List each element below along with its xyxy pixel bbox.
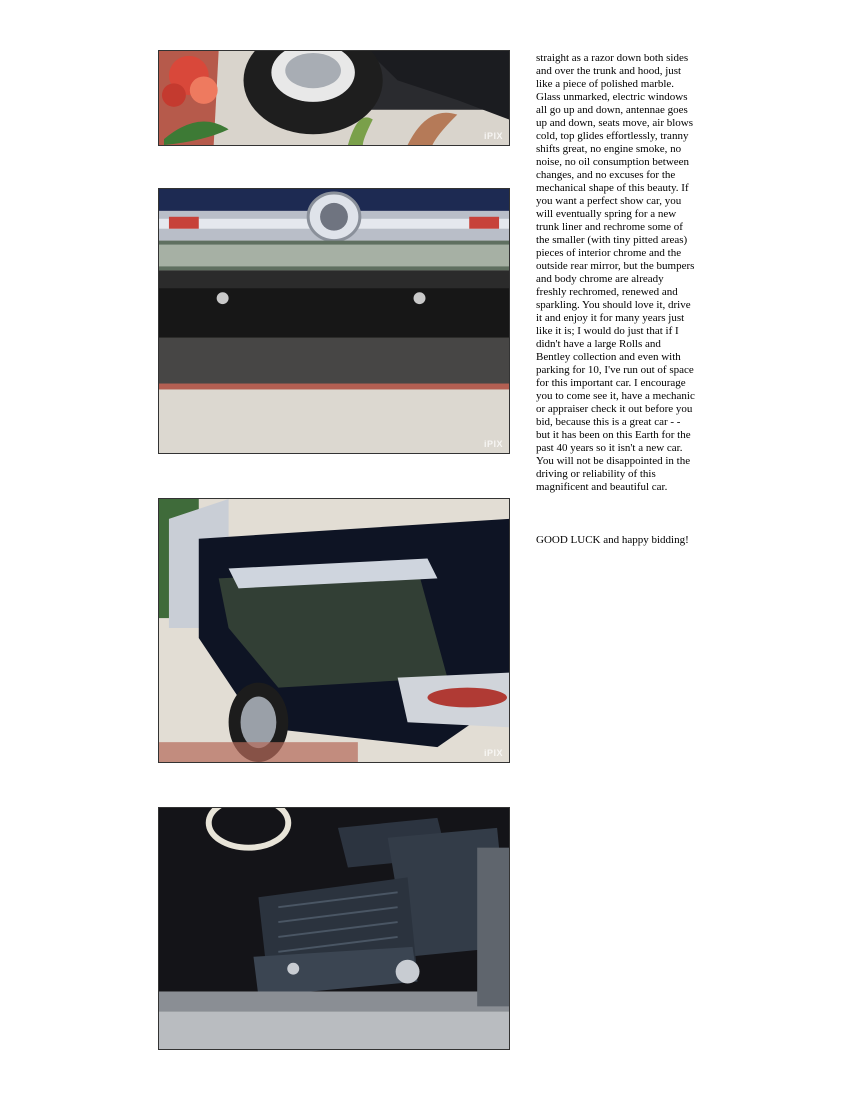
closing-text: GOOD LUCK and happy bidding! xyxy=(536,534,689,546)
side-reflection-photo xyxy=(158,498,510,763)
description-text: straight as a razor down both sides and over the trunk and hood, just like a piece of polished marble. Glass unmarked, electric windows all go up and down, antennae goes up and down, seats move, air blows cold, top glides effortlessly, tranny shifts great, no engine smoke, no noise, no oil consumption between changes, and no excuses for the mechanical shape of this beauty. If you want a perfect show car, you will eventually spring for a new trunk liner and rechrome some of the smaller (with tiny pitted areas) pieces of interior chrome and the outside rear mirror, but the bumpers and body chrome are already freshly rechromed, renewed and sparkling. You should love it, drive it and enjoy it for many years just like it is; I would do just that if I didn't have a large Rolls and Bentley collection and even with parking for 10, I've run out of space for this important car. I encourage you to come see it, have a mechanic or appraiser check it out before you bid, because this is a great car - - but it has been on this Earth for the past 40 years so it isn't a new car. You will not be disappointed in the driving or reliability of this magnificent and beautiful car. xyxy=(536,52,695,493)
rear-bumper-photo xyxy=(158,188,510,454)
watermark: iPIX xyxy=(483,439,503,449)
watermark: iPIX xyxy=(483,748,503,758)
wheel-and-flowers-photo xyxy=(158,50,510,146)
interior-seat-photo xyxy=(158,807,510,1050)
description-column xyxy=(536,52,696,547)
watermark: iPIX xyxy=(483,131,503,141)
